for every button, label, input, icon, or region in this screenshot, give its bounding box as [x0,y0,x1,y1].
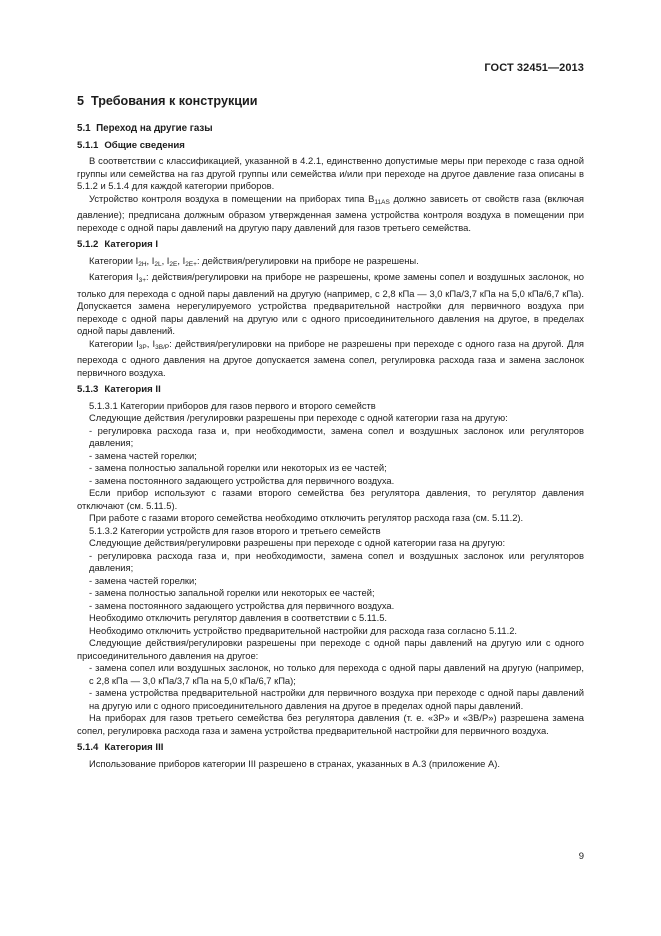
paragraph: 5.1.3.2 Категории устройств для газов второго и третьего семейств [89,524,381,536]
list-item: - замена сопел или воздушных заслонок, но только для перехода с одной пары давлений на другую (например, с 2,8 кПа — 3,0 кПа/3,7 кПа на 5,0 кПа/6,7 кПа); [89,662,584,686]
clause-5-1-3-body [77,400,584,738]
section-heading [77,94,584,109]
clause-number: 5.1.2 [77,239,99,250]
paragraph: На приборах для газов третьего семейства без регулятора давления (т. е. «3P» и «3B/P») разрешена замена сопел, регулировка расхода газа и замена устройства предварительной настройки для первичного воздуха. [77,712,584,736]
paragraph: Категории $I_{2H}$, $I_{2L}$, $I_{2E}$, $I_{2E+}$: действия/регулировки на приборе не разрешены. [89,254,419,268]
paragraph: При работе с газами второго семейства необходимо отключить регулятор расхода газа (см. 5.11.2). [89,512,524,523]
document-code-header: ГОСТ 32451—2013 [484,62,584,74]
paragraph: Устройство контроля воздуха в помещении на приборах типа $B_{11AS}$ должно зависеть от свойств газа (включая давление); предписана должным образом утвержденная замена устройства контроля воздуха в помещении при переходе с одной пары давлений на другую пару давлений для газов третьего семейства. [77,192,584,233]
paragraph: 5.1.3.1 Категории приборов для газов первого и второго семейств [89,399,376,411]
subsection-number: 5.1 [77,123,91,134]
paragraph: Использование приборов категории III разрешено в странах, указанных в А.3 (приложение А). [89,757,500,769]
paragraph: Необходимо отключить регулятор давления в соответствии с 5.11.5. [89,612,388,623]
subsection-title: Переход на другие газы [96,123,213,134]
clause-5-1-2-heading [77,239,584,252]
list-item: - замена полностью запальной горелки или некоторых из ее частей; [89,462,387,473]
paragraph: Следующие действия/регулировки разрешены при переходе с одной категории газа на другую: [89,537,506,548]
list-item: - замена полностью запальной горелки или некоторых ее частей; [89,587,375,598]
clause-title: Общие сведения [104,139,185,151]
clause-title: Категория II [104,384,161,395]
list-item: - замена постоянного задающего устройства для первичного воздуха. [89,474,395,486]
clause-5-1-3-heading [77,384,584,397]
subsection-5-1-heading [77,123,584,136]
list-item: - замена частей горелки; [89,449,197,461]
list-item: - регулировка расхода газа и, при необходимости, замена сопел и воздушных заслонок или регуляторов давления; [89,549,584,573]
list-item: - регулировка расхода газа и, при необходимости, замена сопел и воздушных заслонок или регуляторов давления; [89,424,584,448]
paragraph: Следующие действия/регулировки разрешены при переходе с одной пары давлений на другую или с одного присоединительного давления на другое: [77,637,584,661]
paragraph: Если прибор используют с газами второго семейства без регулятора давления, то регулятор давления отключают (см. 5.11.5). [77,487,584,511]
paragraph: Следующие действия /регулировки разрешены при переходе с одной категории газа на другую: [89,412,508,423]
clause-title: Категория I [104,239,159,250]
section-title: Требования к конструкции [91,94,258,108]
section-number: 5 [77,94,85,108]
paragraph: Категория $I_{3+}$: действия/регулировки на приборе не разрешены, кроме замены сопел и воздушных заслонок, но только для перехода с одной пары давлений на другую (например, с 2,8 кПа — 3,0 кПа/3,7 кПа на 5,0 кПа/6,7 кПа). Допускается замена нерегулируемого устройства предварительной настройки для первичного воздуха при переходе с одной пары давлений на другую или с одного присоединительного давления на другое, в пределах одной пары давлений. [77,271,584,336]
clause-5-1-1-heading [77,140,584,153]
paragraph: Категории $I_{3P}$, $I_{3B/P}$: действия/регулировки на приборе не разрешены при переходе с одного газа на другой. Для перехода с одного давления на другое допускается замена сопел, регулировка расхода газа и замена заслонок первичного воздуха. [77,337,584,378]
paragraph: Необходимо отключить устройство предварительной настройки для расхода газа согласно 5.11.2. [89,624,518,636]
clause-number: 5.1.4 [77,742,99,753]
clause-number: 5.1.3 [77,384,99,395]
clause-title: Категория III [104,742,164,753]
list-item: - замена устройства предварительной настройки для первичного воздуха при переходе с одной пары давлений на другую или с одного присоединительного давления на другое в пределах одной пары давлений. [89,687,584,711]
clause-number: 5.1.1 [77,139,99,151]
page-content [77,94,584,770]
clause-5-1-4-heading [77,742,584,755]
list-item: - замена частей горелки; [89,574,197,586]
list-item: - замена постоянного задающего устройства для первичного воздуха. [89,599,395,611]
page-number: 9 [578,851,584,862]
paragraph: В соответствии с классификацией, указанной в 4.2.1, единственно допустимые меры при переходе с газа одной группы или семейства на газ другой группы или семейства и/или при переходе на другое давление газа описаны в 5.1.2 и 5.1.4 для каждой категории приборов. [77,155,584,191]
